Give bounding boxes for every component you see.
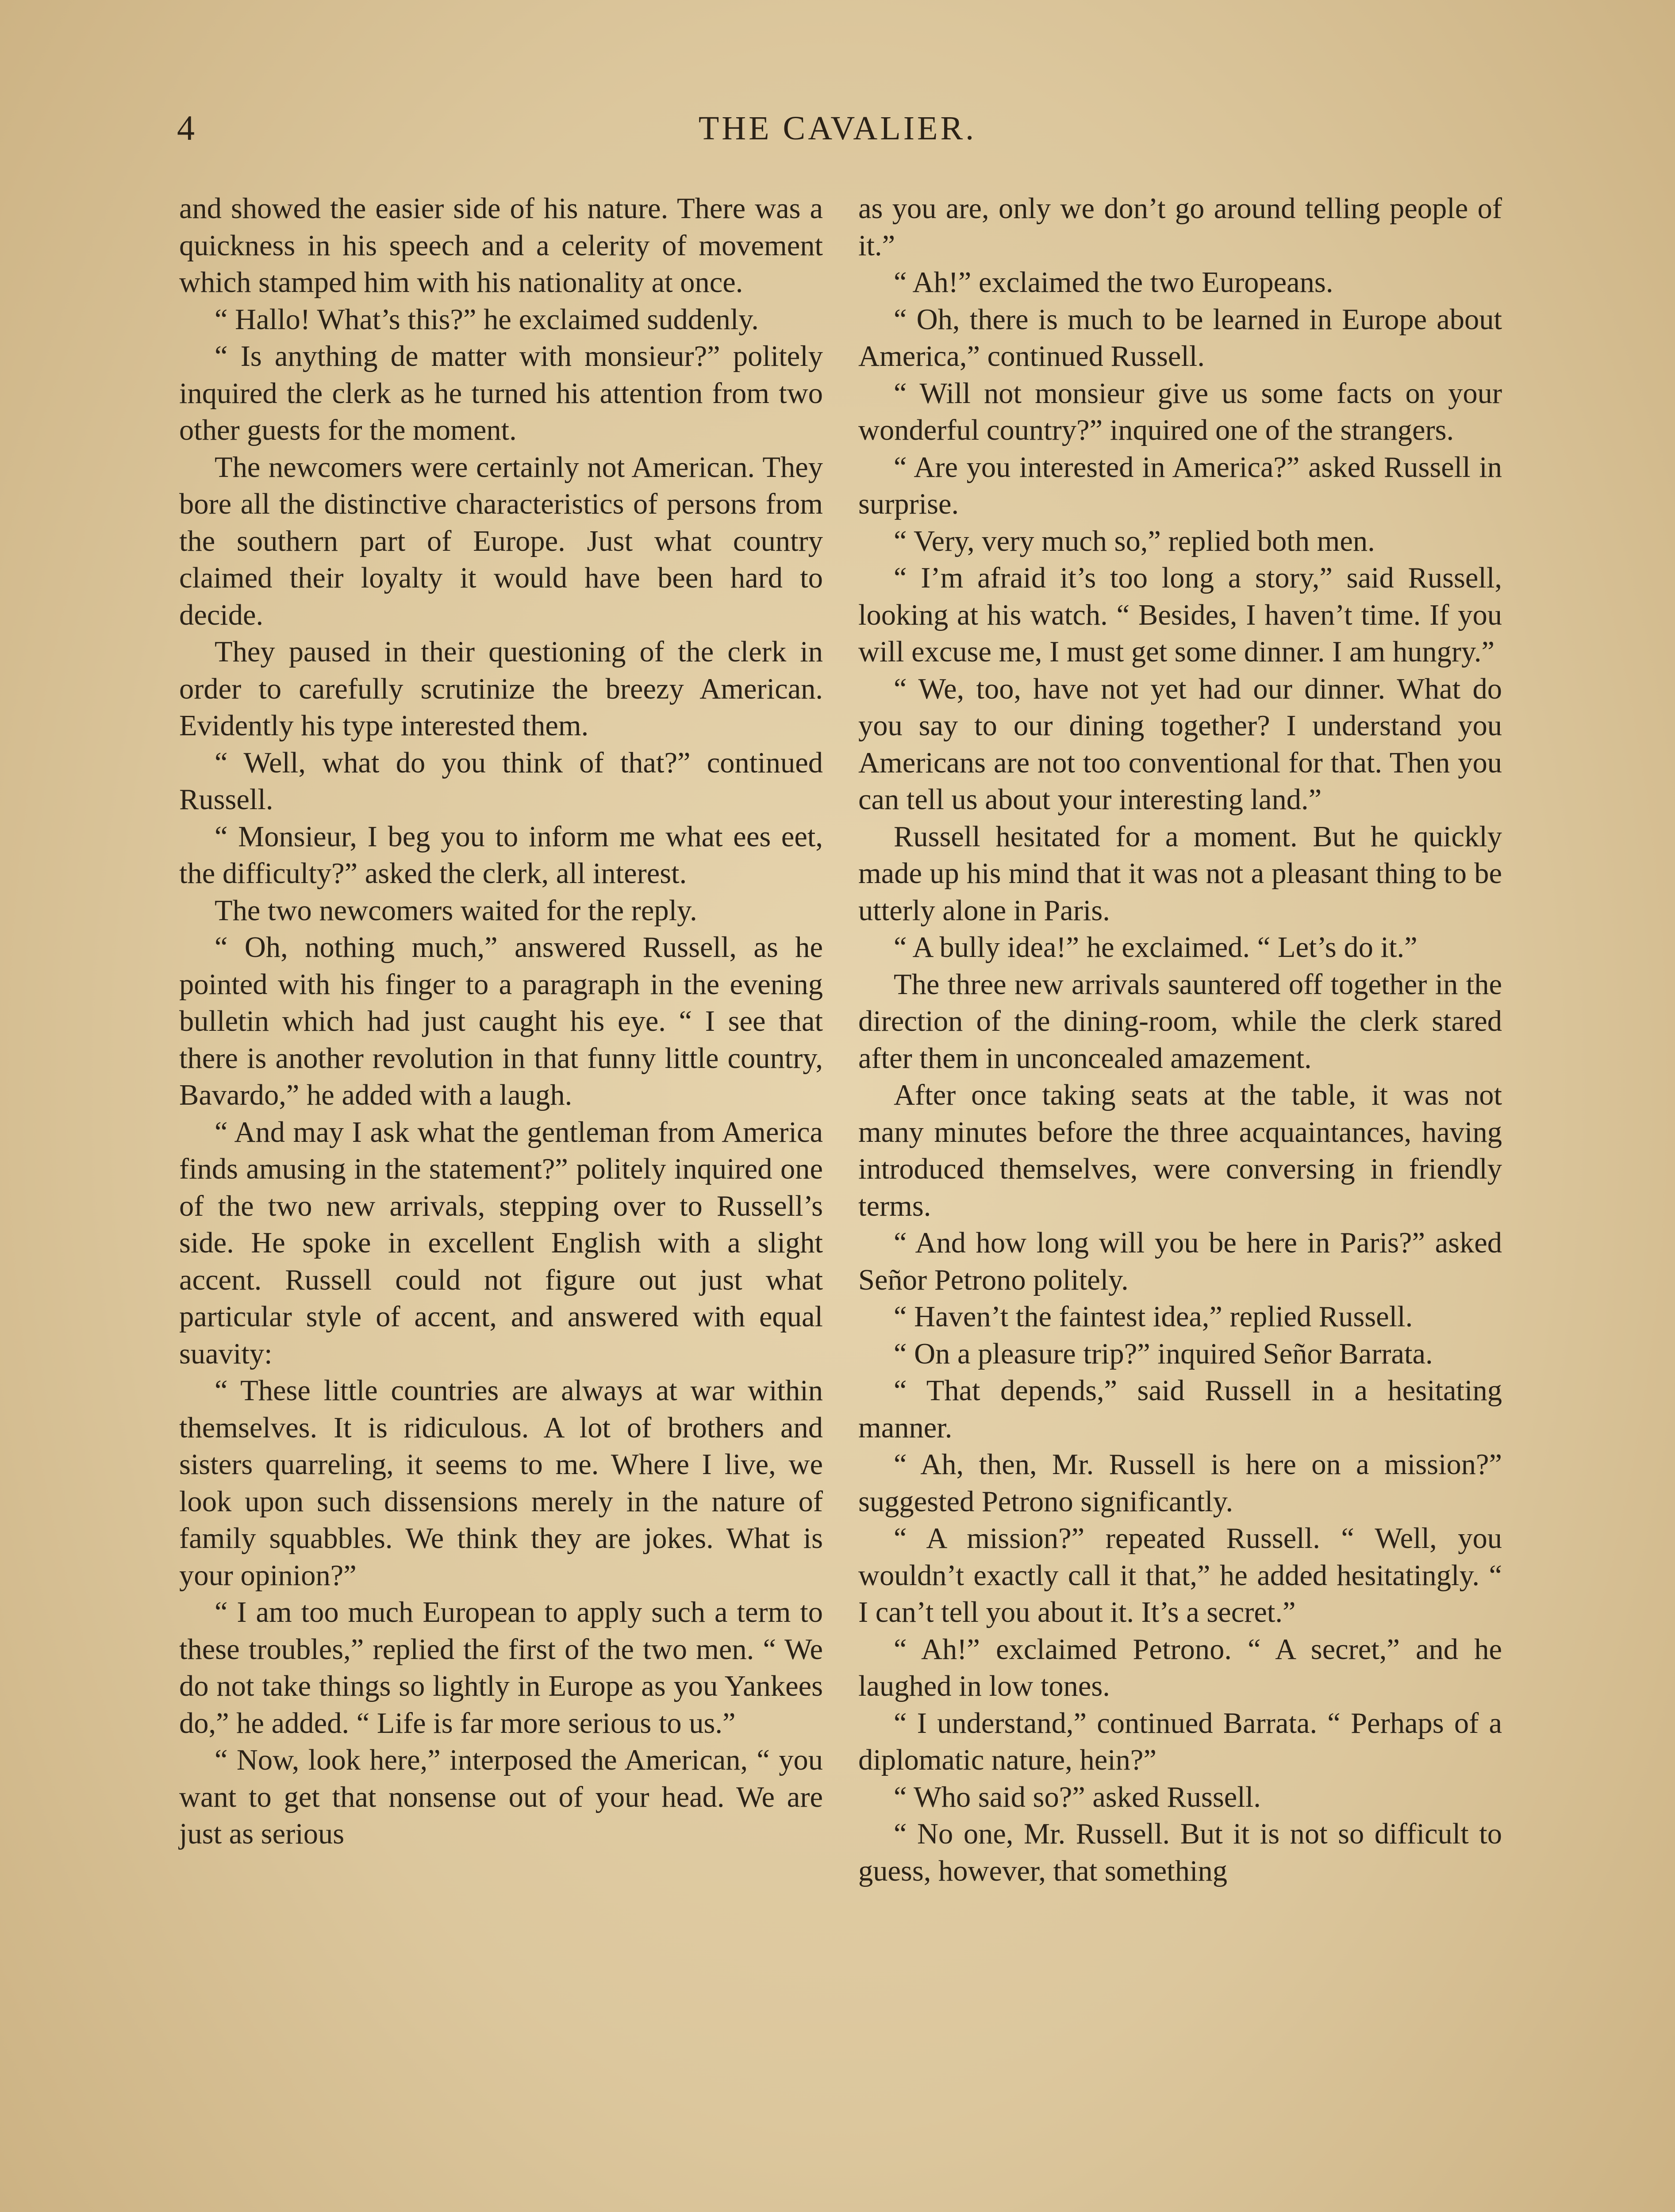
paragraph: The newcomers were certainly not American. They bore all the distinctive characteristics of persons from the southern part of Europe. Just what country claimed their loyalty it would have been hard to decide. — [179, 451, 823, 631]
paragraph: Russell hesitated for a moment. But he quickly made up his mind that it was not a pleasant thing to be utterly alone in Paris. — [858, 820, 1502, 927]
page-number: 4 — [177, 109, 195, 148]
paragraph: “ Haven’t the faintest idea,” replied Russell. — [894, 1301, 1413, 1333]
paragraph: “ Monsieur, I beg you to inform me what ees eet, the difficulty?” asked the clerk, all interest. — [179, 820, 823, 890]
paragraph: “ Ah!” exclaimed Petrono. “ A secret,” and he laughed in low tones. — [858, 1633, 1502, 1702]
paragraph: “ Now, look here,” interposed the American, “ you want to get that nonsense out of your head. We are just as serious — [179, 1744, 823, 1850]
paragraph: “ On a pleasure trip?” inquired Señor Barrata. — [894, 1337, 1433, 1370]
paragraph: “ Is anything de matter with monsieur?” politely inquired the clerk as he turned his attention from two other guests for the moment. — [179, 340, 823, 446]
paragraph: and showed the easier side of his nature. There was a quickness in his speech and a celerity of movement which stamped him with his nationality at once. — [179, 192, 823, 299]
paragraph: “ Hallo! What’s this?” he exclaimed suddenly. — [215, 303, 759, 336]
paragraph: “ And how long will you be here in Paris?” asked Señor Petrono politely. — [858, 1227, 1502, 1296]
paragraph: “ I’m afraid it’s too long a story,” said Russell, looking at his watch. “ Besides, I haven’t time. If you will excuse me, I must get some dinner. I am hungry.” — [858, 562, 1502, 668]
paragraph: “ A mission?” repeated Russell. “ Well, you wouldn’t exactly call it that,” he added hesitatingly. “ I can’t tell you about it. It’s a secret.” — [858, 1522, 1502, 1628]
page-header — [177, 106, 1498, 159]
paragraph: “ No one, Mr. Russell. But it is not so difficult to guess, however, that something — [858, 1818, 1502, 1887]
paragraph: “ These little countries are always at war within themselves. It is ridiculous. A lot of brothers and sisters quarreling, it seems to me. Where I live, we look upon such dissensions merely in the nature of family squabbles. We think they are jokes. What is your opinion?” — [179, 1375, 823, 1592]
paragraph: The three new arrivals sauntered off together in the direction of the dining-room, while the clerk stared after them in unconcealed amazement. — [858, 968, 1502, 1075]
paragraph: “ Well, what do you think of that?” continued Russell. — [179, 746, 823, 816]
right-column — [858, 190, 1502, 1889]
paragraph: “ Oh, there is much to be learned in Europe about America,” continued Russell. — [858, 303, 1502, 373]
paragraph: “ Ah, then, Mr. Russell is here on a mission?” suggested Petrono significantly. — [858, 1448, 1502, 1518]
paragraph: “ That depends,” said Russell in a hesitating manner. — [858, 1375, 1502, 1444]
paragraph: “ Oh, nothing much,” answered Russell, as he pointed with his finger to a paragraph in the evening bulletin which had just caught his eye. “ I see that there is another revolution in that funny little country, Bavardo,” he added with a laugh. — [179, 931, 823, 1111]
paragraph: “ And may I ask what the gentleman from America finds amusing in the statement?” politely inquired one of the two new arrivals, stepping over to Russell’s side. He spoke in excellent English with a slight accent. Russell could not figure out just what particular style of accent, and answered with equal suavity: — [179, 1116, 823, 1370]
paragraph: “ Will not monsieur give us some facts on your wonderful country?” inquired one of the strangers. — [858, 377, 1502, 446]
paragraph: as you are, only we don’t go around telling people of it.” — [858, 192, 1502, 262]
paragraph: “ We, too, have not yet had our dinner. What do you say to our dining together? I understand you Americans are not too conventional for that. Then you can tell us about your interesting land.” — [858, 672, 1502, 816]
paragraph: “ Who said so?” asked Russell. — [894, 1781, 1261, 1813]
paragraph: “ I am too much European to apply such a term to these troubles,” replied the first of the two men. “ We do not take things so lightly in Europe as you Yankees do,” he added. “ Life is far more serious to us.” — [179, 1596, 823, 1740]
paragraph: “ I understand,” continued Barrata. “ Perhaps of a diplomatic nature, hein?” — [858, 1707, 1502, 1776]
paragraph: “ A bully idea!” he exclaimed. “ Let’s do it.” — [894, 931, 1418, 964]
running-title: THE CAVALIER. — [698, 110, 977, 147]
paragraph: “ Very, very much so,” replied both men. — [894, 525, 1375, 557]
paragraph: After once taking seats at the table, it was not many minutes before the three acquaintances, having introduced themselves, were conversing in friendly terms. — [858, 1079, 1502, 1222]
paragraph: “ Ah!” exclaimed the two Europeans. — [894, 266, 1333, 299]
left-column — [179, 190, 823, 1853]
paragraph: They paused in their questioning of the clerk in order to carefully scrutinize the breezy American. Evidently his type interested them. — [179, 636, 823, 742]
paragraph: The two newcomers waited for the reply. — [215, 894, 697, 927]
paragraph: “ Are you interested in America?” asked Russell in surprise. — [858, 451, 1502, 520]
